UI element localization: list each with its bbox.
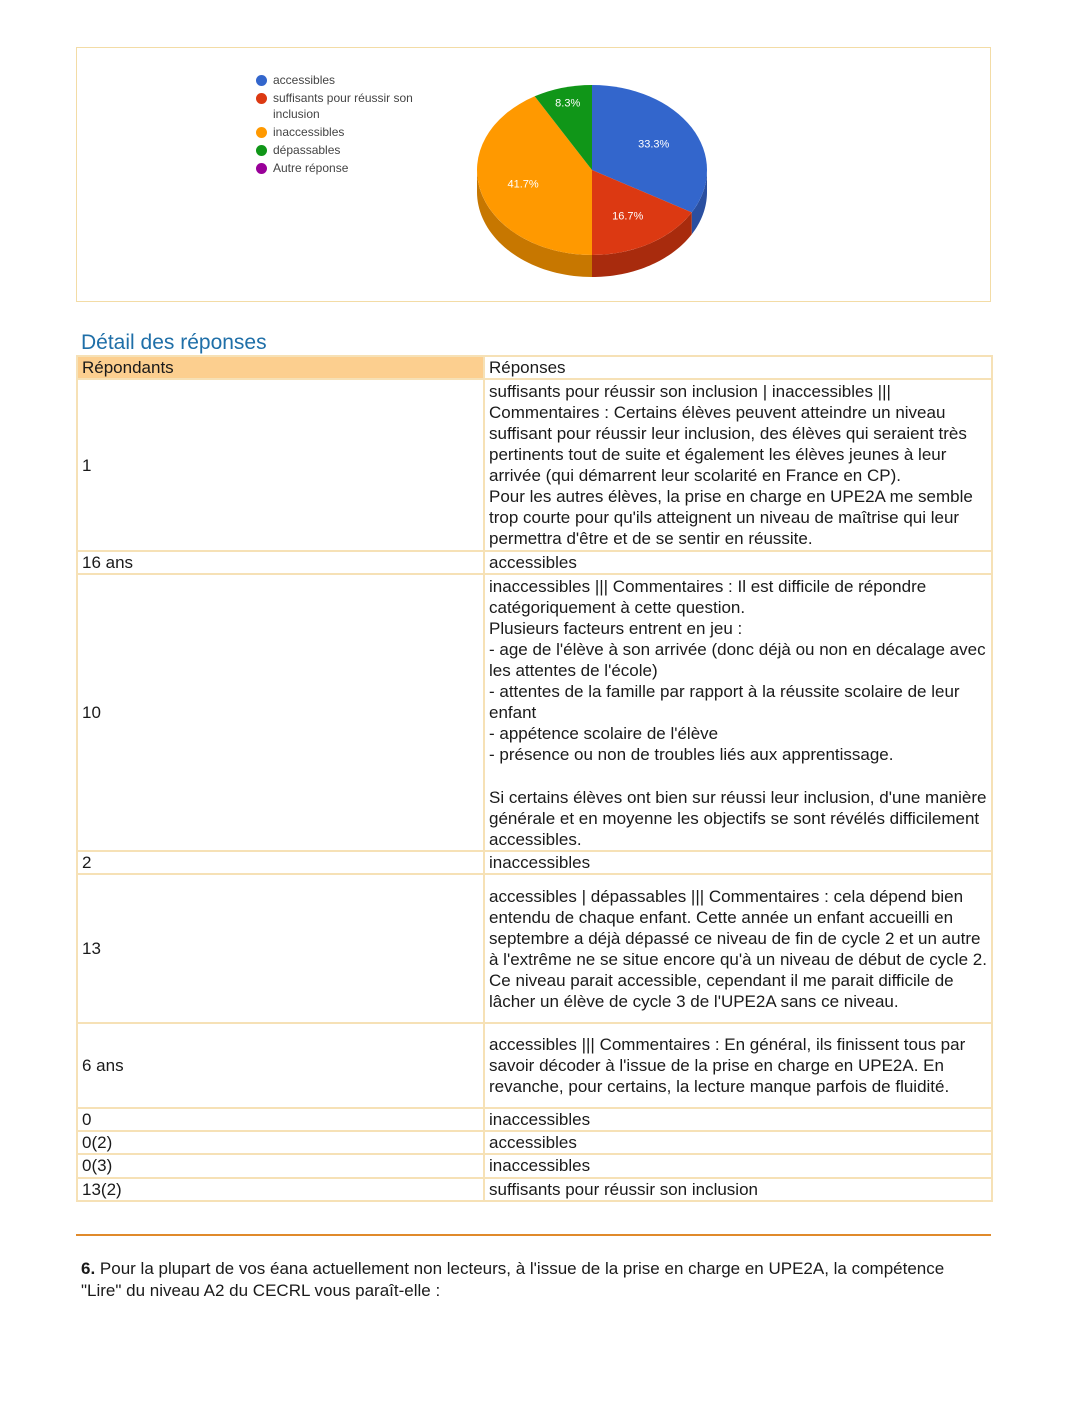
table-header-row (77, 356, 992, 379)
response-cell: suffisants pour réussir son inclusion (484, 1178, 992, 1201)
response-cell: inaccessibles (484, 1154, 992, 1177)
respondent-cell: 0 (77, 1108, 484, 1131)
legend-swatch (256, 145, 267, 156)
legend-swatch (256, 75, 267, 86)
respondent-cell: 13(2) (77, 1178, 484, 1201)
legend-label: accessibles (273, 73, 336, 87)
pie-slice-label: 33.3% (638, 138, 670, 151)
section-title: Détail des réponses (81, 331, 267, 354)
table-row (77, 551, 992, 574)
question-number: 6. (81, 1259, 96, 1278)
legend-swatch (256, 93, 267, 104)
pie-chart (467, 78, 717, 293)
legend-swatch (256, 127, 267, 138)
response-cell: accessibles (484, 551, 992, 574)
pie-slice-label: 16.7% (612, 210, 644, 223)
respondent-cell: 13 (77, 874, 484, 1023)
section-divider (76, 1234, 991, 1236)
legend-label: inaccessibles (273, 125, 345, 139)
table-row (77, 851, 992, 874)
legend-item (256, 124, 456, 140)
response-cell: suffisants pour réussir son inclusion | inaccessibles ||| Commentaires : Certains élèves peuvent atteindre un niveau suffisant pour réussir leur inclusion, des élèves qui seraient très pertinents tout de suite et également les élèves jeunes à leur arrivée (qui démarrent leur scolarité en France en CP). Pour les autres élèves, la prise en charge en UPE2A me semble trop courte pour qu'ils atteignent un niveau de maîtrise qui leur permettra d'être et de se sentir en réussite. (484, 379, 992, 551)
legend-item (256, 142, 456, 158)
pie-chart-panel (76, 47, 991, 302)
table-row (77, 379, 992, 551)
header-responses: Réponses (484, 356, 992, 379)
legend-item (256, 90, 456, 122)
respondent-cell: 6 ans (77, 1023, 484, 1108)
response-cell: inaccessibles (484, 851, 992, 874)
table-row (77, 1154, 992, 1177)
respondent-cell: 1 (77, 379, 484, 551)
question-6 (81, 1258, 961, 1301)
response-cell: accessibles ||| Commentaires : En général, ils finissent tous par savoir décoder à l'issue de la prise en charge en UPE2A. En revanche, pour certains, la lecture manque parfois de fluidité. (484, 1023, 992, 1108)
table-row (77, 574, 992, 851)
respondent-cell: 10 (77, 574, 484, 851)
legend-label: Autre réponse (273, 161, 349, 175)
respondent-cell: 0(3) (77, 1154, 484, 1177)
pie-slice-label: 8.3% (555, 97, 581, 110)
responses-table (76, 355, 993, 1202)
response-cell: inaccessibles ||| Commentaires : Il est difficile de répondre catégoriquement à cette question. Plusieurs facteurs entrent en jeu : - age de l'élève à son arrivée (donc déjà ou non en décalage avec les attentes de l'école) - attentes de la famille par rapport à la réussite scolaire de leur enfant - appétence scolaire de l'élève - présence ou non de troubles liés aux apprentissage. Si certains élèves ont bien sur réussi leur inclusion, d'une manière générale et en moyenne les objectifs se sont révélés difficilement accessibles. (484, 574, 992, 851)
table-row (77, 1023, 992, 1108)
question-text: Pour la plupart de vos éana actuellement non lecteurs, à l'issue de la prise en charge en UPE2A, la compétence "Lire" du niveau A2 du CECRL vous paraît-elle : (81, 1259, 945, 1300)
table-row (77, 1131, 992, 1154)
legend-item (256, 72, 456, 88)
legend-item (256, 160, 456, 176)
table-row (77, 1178, 992, 1201)
pie-slice-label: 41.7% (507, 178, 539, 191)
response-cell: accessibles | dépassables ||| Commentaires : cela dépend bien entendu de chaque enfant. Cette année un enfant accueilli en septembre a déjà dépassé ce niveau de fin de cycle 2 et un autre à l'extrême ne se situe encore qu'à un niveau de début de cycle 2. Ce niveau parait accessible, cependant il me parait difficile de lâcher un élève de cycle 3 de l'UPE2A sans ce niveau. (484, 874, 992, 1023)
table-row (77, 874, 992, 1023)
table-row (77, 1108, 992, 1131)
response-cell: inaccessibles (484, 1108, 992, 1131)
legend-swatch (256, 163, 267, 174)
chart-legend (256, 72, 456, 178)
legend-label: suffisants pour réussir son inclusion (273, 91, 413, 121)
response-cell: accessibles (484, 1131, 992, 1154)
respondent-cell: 0(2) (77, 1131, 484, 1154)
header-respondents: Répondants (77, 356, 484, 379)
respondent-cell: 16 ans (77, 551, 484, 574)
respondent-cell: 2 (77, 851, 484, 874)
legend-label: dépassables (273, 143, 341, 157)
